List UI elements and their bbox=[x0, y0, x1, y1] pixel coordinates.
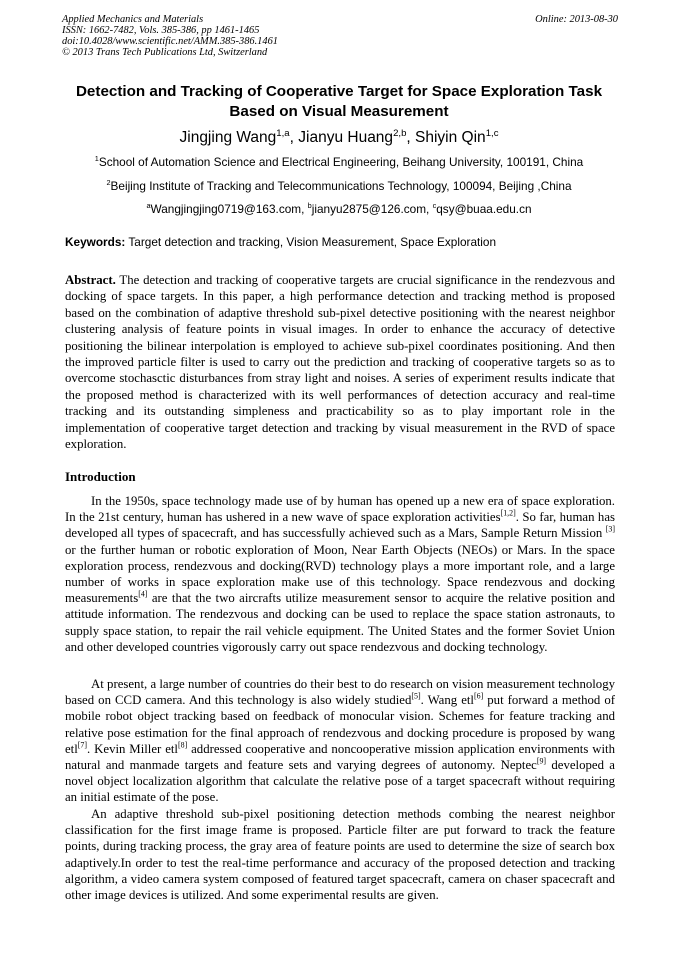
author-list: Jingjing Wang$^{1,a}$, Jianyu Huang$^{2,b}$, Shiyin Qin$^{1,c}$ bbox=[179, 127, 499, 146]
email-list: $^a$Wangjingjing0719@163.com, $^b$jianyu2875@126.com, $^c$qsy@buaa.edu.cn bbox=[146, 201, 532, 216]
keywords bbox=[65, 235, 621, 250]
paragraph-text: developed a novel object localization algorithm that calculate the relative pose of a target spacecraft without requiring an initial estimate of the pose. bbox=[65, 758, 615, 805]
affiliation bbox=[0, 179, 678, 194]
keywords-text: Target detection and tracking, Vision Measurement, Space Exploration bbox=[128, 235, 497, 249]
abstract-label: Abstract. bbox=[65, 273, 116, 287]
abstract-text: The detection and tracking of cooperative targets are crucial significance in the rendezvous and docking of space targets. In this paper, a high performance detection and tracking method is proposed based on the combination of adaptive threshold sub-pixel detective positioning with the nearest neighbor clustering analysis of feature points in visual images. In order to enhance the accuracy of detective positioning the bilinear interpolation is employed to achieve sub-pixel coordinates positioning. And then the improved particle filter is used to carry out the prediction and tracking of cooperative targets so as to overcome stochasctic disturbances from stray light and noises. A series of experiment results indicate that the proposed method is characterized with its well performances of detection accuracy and real-time tracking and its outstanding simpleness and practicability so as to play important role in the implementation of cooperative target detection and tracking by visual measurement in the RVD of space exploration. bbox=[65, 273, 616, 452]
paragraph-text: . Wang etl bbox=[420, 693, 474, 708]
section-heading: Introduction bbox=[65, 469, 136, 484]
paragraph-text: In the 1950s, space technology made use of by human has opened up a new era of space exploration. In the 21st century, human has ushered in a new wave of space exploration activities bbox=[65, 494, 615, 525]
abstract bbox=[65, 272, 615, 452]
keywords-label: Keywords: bbox=[65, 235, 126, 249]
email-sup: c bbox=[432, 201, 437, 211]
citation: [3] bbox=[605, 525, 615, 535]
paragraph-text: . So far, human has developed all types of spacecraft, and has successfully achieved such as a Mars, Sample Return Mission bbox=[65, 510, 615, 541]
affiliation-sup: 2 bbox=[106, 178, 111, 188]
paragraph bbox=[65, 676, 615, 806]
author-sup: 1,a bbox=[276, 127, 290, 139]
author-name: Jianyu Huang bbox=[298, 129, 394, 146]
doi-line: doi:10.4028/www.scientific.net/AMM.385-386.1461 bbox=[62, 36, 278, 47]
email-address[interactable]: jianyu2875@126.com bbox=[311, 202, 427, 216]
email-address[interactable]: qsy@buaa.edu.cn bbox=[436, 202, 532, 216]
author-name: Jingjing Wang bbox=[179, 129, 277, 146]
affiliation bbox=[0, 155, 678, 170]
author-sup: 2,b bbox=[393, 127, 407, 139]
paragraph-text: . Kevin Miller etl bbox=[87, 741, 178, 756]
paragraph-text: At present, a large number of countries do their best to do research on vision measurement technology based on CCD camera. And this technology is also widely studied bbox=[65, 677, 615, 708]
citation: [4] bbox=[138, 589, 148, 599]
author-name: Shiyin Qin bbox=[415, 129, 486, 146]
citation: [9] bbox=[536, 756, 547, 766]
paragraph-text: or the further human or robotic exploration of Moon, Near Earth Objects (NEOs) or Mars. In the space exploration process, rendezvous and docking(RVD) technology plays a more important role, and a large number of works in space exploration make use of this technology. Space rendezvous and docking measurements bbox=[65, 542, 615, 606]
paragraph bbox=[65, 493, 615, 655]
issn-line: ISSN: 1662-7482, Vols. 385-386, pp 1461-1465 bbox=[62, 25, 260, 36]
email-sup: b bbox=[307, 201, 312, 211]
citation: [6] bbox=[474, 691, 484, 701]
paragraph: An adaptive threshold sub-pixel positioning detection methods combing the nearest neighbor classification for the first image frame is proposed. Particle filter are put forward to track the feature points, during tracking process, the gray area of feature points are used to determine the size of search box adaptively.In order to test the real-time performance and accuracy of the proposed detection and tracking algorithm, a video camera system composed of featured target spacecraft, camera on chaser spacecraft and other image devices is utilized. And some experimental results are given. bbox=[65, 807, 615, 903]
affiliation-sup: 1 bbox=[94, 154, 99, 164]
citation: [7] bbox=[77, 740, 88, 750]
affiliation-text: School of Automation Science and Electrical Engineering, Beihang University, 100191, China bbox=[98, 155, 584, 169]
affiliation-text: Beijing Institute of Tracking and Telecommunications Technology, 100094, Beijing ,China bbox=[110, 179, 572, 193]
journal-name: Applied Mechanics and Materials bbox=[62, 14, 204, 25]
paper-title: Detection and Tracking of Cooperative Target for Space Exploration Task Based on Visual Measurement bbox=[75, 83, 603, 120]
journal-header bbox=[62, 14, 618, 58]
paragraph-text: are that the two aircrafts utilize measurement sensor to acquire the relative position and attitude information. The rendezvous and docking can be used to replace the space station astronauts, to supply space station, to repair the rail vehicle equipment. The United States and the former Soviet Union and other developed countries vigorously carry out space rendezvous and docking technology. bbox=[65, 591, 615, 654]
author-sup: 1,c bbox=[485, 127, 499, 139]
paragraph-text: put forward a method of mobile robot object tracking based on feedback of monocular vision. Schemes for feature tracking and relative pose estimation for the final approach of rendezvous and docking procedure is proposed by wang etl bbox=[65, 693, 616, 756]
paragraph-text: addressed cooperative and noncooperative mission application environments with natural and manmade targets and feature sets and varying degrees of autonomy. Neptec bbox=[65, 741, 615, 773]
email-sup: a bbox=[146, 201, 151, 211]
copyright-line: © 2013 Trans Tech Publications Ltd, Switzerland bbox=[62, 47, 268, 58]
citation: [8] bbox=[177, 740, 188, 750]
online-date: Online: 2013-08-30 bbox=[535, 14, 618, 25]
email-address[interactable]: Wangjingjing0719@163.com bbox=[150, 202, 302, 216]
citation: [1,2] bbox=[500, 508, 516, 518]
citation: [5] bbox=[411, 691, 421, 701]
